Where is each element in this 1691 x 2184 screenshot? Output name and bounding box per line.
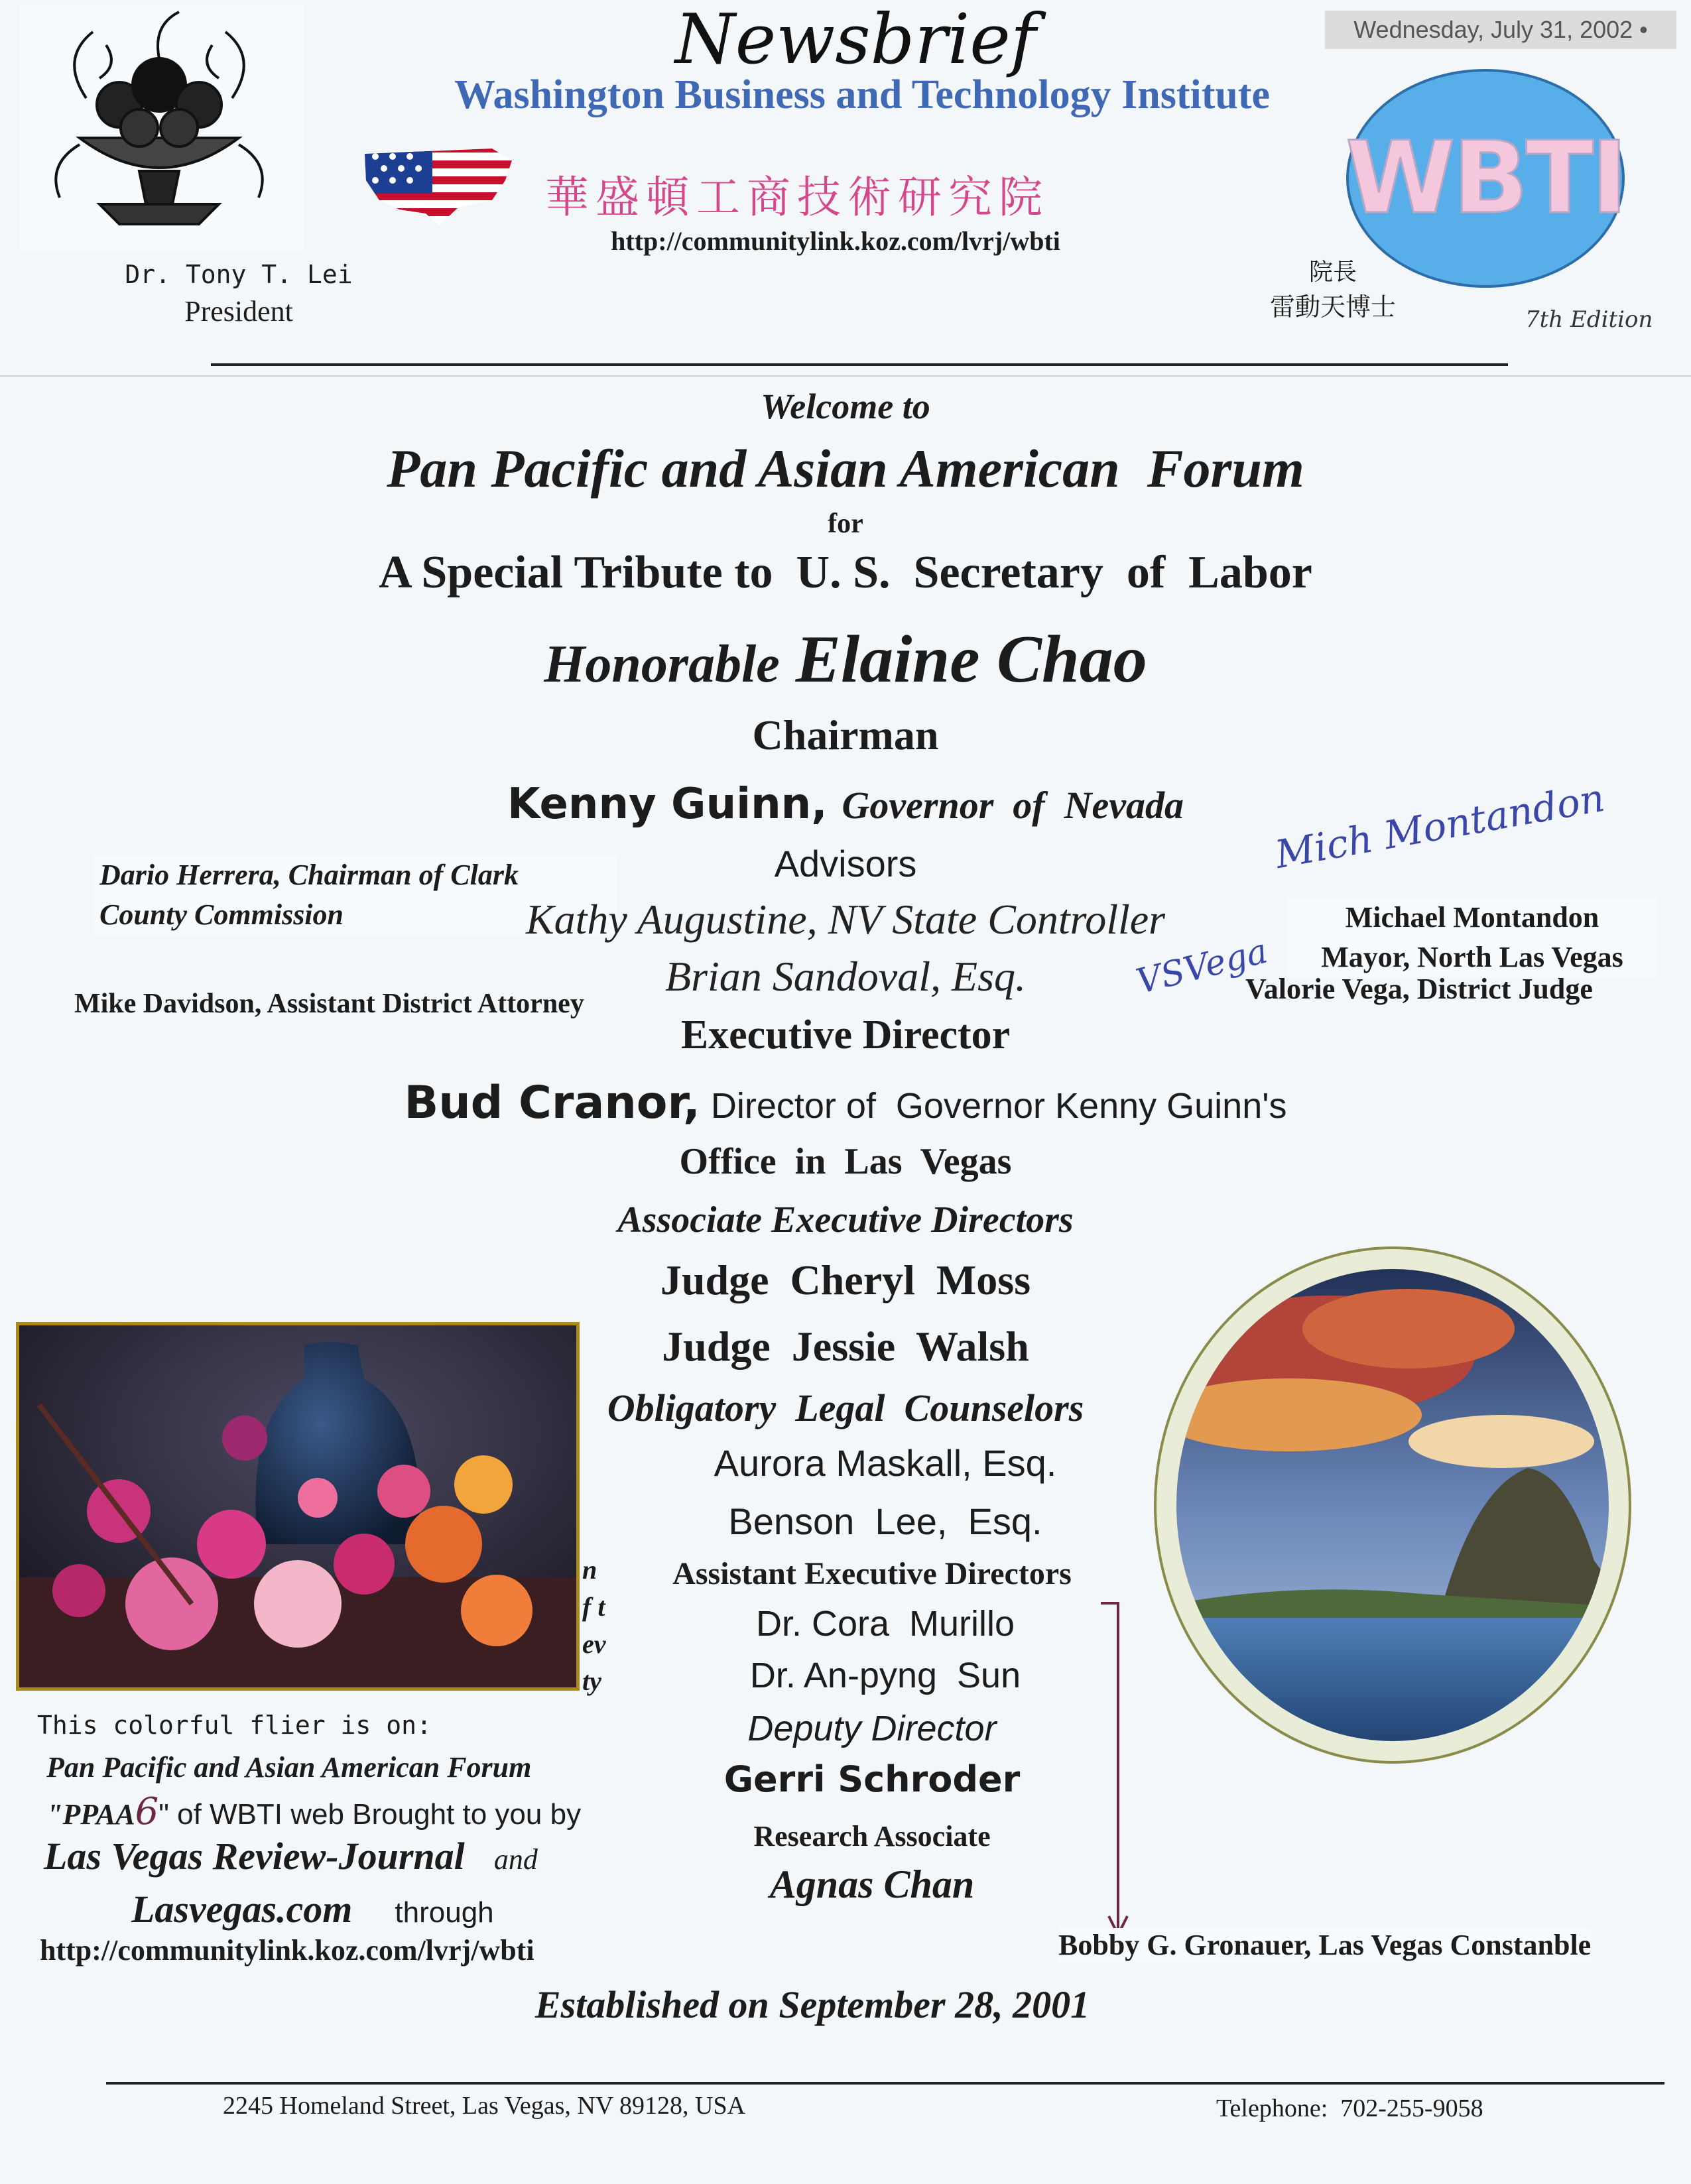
institute-name: Washington Business and Technology Institute bbox=[454, 72, 1271, 117]
lasvegas-com: Lasvegas.com bbox=[131, 1888, 353, 1931]
advisor-sandoval: Brian Sandoval, Esq. bbox=[665, 953, 1026, 1000]
legal-heading: Obligatory Legal Counselors bbox=[607, 1386, 1084, 1429]
executive-name: Bud Cranor, bbox=[404, 1077, 700, 1129]
president-chinese-title: 院長 bbox=[1308, 259, 1357, 286]
forum-title: Pan Pacific and Asian American Forum bbox=[387, 438, 1304, 499]
constable-line: Bobby G. Gronauer, Las Vegas Constanble bbox=[1058, 1929, 1592, 1961]
side-advisor-montandon bbox=[1286, 898, 1658, 977]
executive-title-2: Office in Las Vegas bbox=[679, 1141, 1012, 1182]
honoree-name: Elaine Chao bbox=[795, 622, 1147, 697]
flier-line-4 bbox=[44, 1834, 538, 1878]
assistant-sun: Dr. An-pyng Sun bbox=[749, 1656, 1021, 1695]
issue-date: Wednesday, July 31, 2002 • bbox=[1325, 11, 1676, 49]
flier-url: http://communitylink.koz.com/lvrj/wbti bbox=[40, 1934, 534, 1967]
research-heading: Research Associate bbox=[753, 1820, 991, 1852]
institute-chinese-name: 華盛頓工商技術研究院 bbox=[545, 172, 1049, 223]
ppaa-label: "PPAA bbox=[46, 1798, 135, 1831]
edition-label: 7th Edition bbox=[1525, 306, 1653, 333]
associate-moss: Judge Cheryl Moss bbox=[660, 1256, 1031, 1304]
advisor-augustine: Kathy Augustine, NV State Controller bbox=[525, 896, 1166, 943]
side-advisor-davidson: Mike Davidson, Assistant District Attorney bbox=[74, 989, 584, 1019]
lvrj-name: Las Vegas Review-Journal bbox=[44, 1835, 465, 1878]
ppaa-handwritten-number: 6 bbox=[135, 1790, 159, 1833]
bay-photo-plate bbox=[1154, 1246, 1631, 1764]
fragment-1: n bbox=[582, 1555, 597, 1585]
paper-edge bbox=[0, 375, 1691, 377]
wbti-logo bbox=[1346, 69, 1625, 288]
footer-phone: Telephone: 702-255-9058 bbox=[1216, 2094, 1483, 2122]
honoree-prefix: Honorable bbox=[544, 635, 780, 694]
research-name: Agnas Chan bbox=[769, 1862, 975, 1906]
usa-flag-map-icon bbox=[359, 141, 517, 231]
herrera-line-2: County Commission bbox=[99, 898, 344, 931]
wbti-logo-text: WBTI bbox=[1346, 121, 1625, 236]
fragment-2: f t bbox=[582, 1592, 605, 1622]
institute-url: http://communitylink.koz.com/lvrj/wbti bbox=[611, 226, 1060, 256]
legal-maskall: Aurora Maskall, Esq. bbox=[714, 1442, 1057, 1484]
legal-lee: Benson Lee, Esq. bbox=[728, 1500, 1042, 1542]
vega-signature: VSVega bbox=[1132, 931, 1272, 1002]
tribute-line: A Special Tribute to U. S. Secretary of Labor bbox=[379, 547, 1312, 598]
fragment-4: ty bbox=[582, 1666, 601, 1696]
footer-address: 2245 Homeland Street, Las Vegas, NV 89128, USA bbox=[223, 2092, 746, 2120]
handwritten-arrow bbox=[1101, 1598, 1141, 1943]
montandon-name: Michael Montandon bbox=[1345, 901, 1599, 934]
associate-heading: Associate Executive Directors bbox=[617, 1199, 1074, 1241]
masthead-title: Newsbrief bbox=[674, 0, 1036, 80]
president-chinese-name: 雷動天博士 bbox=[1269, 292, 1396, 322]
flier-fragments bbox=[582, 1551, 609, 1700]
assistant-murillo: Dr. Cora Murillo bbox=[755, 1604, 1015, 1644]
flier-line-1: This colorful flier is on: bbox=[37, 1711, 432, 1740]
flier-line-3 bbox=[46, 1790, 581, 1833]
president-name: Dr. Tony T. Lei bbox=[125, 260, 353, 289]
deputy-heading: Deputy Director bbox=[747, 1709, 997, 1748]
welcome-line: Welcome to bbox=[761, 387, 930, 426]
associate-walsh: Judge Jessie Walsh bbox=[662, 1323, 1029, 1370]
chairman-title: Governor of Nevada bbox=[842, 784, 1184, 827]
established-date: Established on September 28, 2001 bbox=[534, 1983, 1090, 2026]
chairman-name: Kenny Guinn, bbox=[507, 780, 828, 829]
chairman-heading: Chairman bbox=[752, 711, 939, 758]
advisors-heading: Advisors bbox=[774, 843, 917, 884]
herrera-line-1: Dario Herrera, Chairman of Clark bbox=[99, 859, 519, 891]
fragment-3: ev bbox=[582, 1629, 606, 1659]
for-line: for bbox=[828, 509, 863, 539]
montandon-signature: Mich Montandon bbox=[1271, 774, 1608, 878]
and-word: and bbox=[493, 1843, 538, 1876]
header-divider bbox=[211, 363, 1508, 366]
executive-line bbox=[0, 1077, 1691, 1129]
president-title: President bbox=[184, 295, 293, 328]
flower-painting-photo bbox=[16, 1322, 580, 1691]
flier-line-2: Pan Pacific and Asian American Forum bbox=[46, 1751, 532, 1784]
montandon-title: Mayor, North Las Vegas bbox=[1321, 941, 1623, 973]
through-word: through bbox=[395, 1896, 494, 1929]
honoree-line bbox=[0, 621, 1691, 698]
side-advisor-vega: Valorie Vega, District Judge bbox=[1245, 973, 1593, 1005]
assistant-heading: Assistant Executive Directors bbox=[672, 1556, 1072, 1591]
executive-heading: Executive Director bbox=[680, 1012, 1011, 1058]
fruit-urn-logo bbox=[20, 5, 298, 244]
footer-divider bbox=[106, 2082, 1664, 2085]
urn-logo-panel bbox=[20, 5, 304, 251]
wbti-web-text: " of WBTI web Brought to you by bbox=[158, 1798, 582, 1831]
flier-line-5 bbox=[131, 1887, 494, 1931]
executive-title: Director of Governor Kenny Guinn's bbox=[710, 1086, 1287, 1126]
deputy-name: Gerri Schroder bbox=[723, 1758, 1021, 1800]
